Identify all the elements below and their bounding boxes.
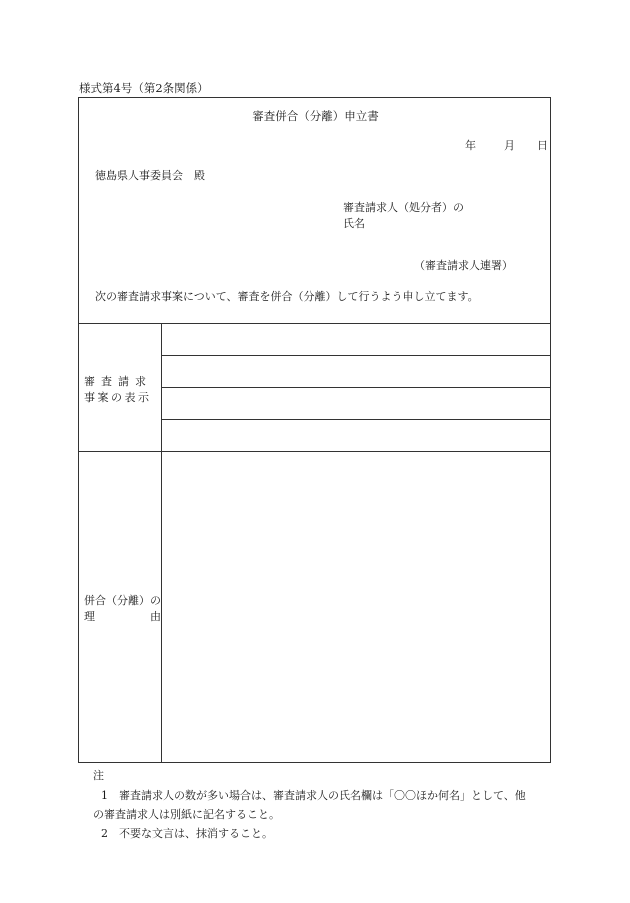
reason-label-line1: 併合（分離）の [84, 594, 161, 607]
note-1-line2: の審査請求人は別紙に記名すること。 [93, 808, 280, 821]
reason-label-line2 [84, 608, 161, 624]
reason-label-left: 理 [84, 610, 95, 623]
note-1-line1: 1 審査請求人の数が多い場合は、審査請求人の氏名欄は「〇〇ほか何名」として、他 [101, 789, 526, 802]
case-display-label-line2: 事案の表示 [84, 391, 152, 404]
claimant-name-label: 氏名 [343, 217, 365, 230]
reason-label-right: 由 [150, 610, 161, 623]
date-day-label: 日 [537, 139, 548, 152]
note-2: 2 不要な文言は、抹消すること。 [101, 827, 273, 840]
case-display-label-line1: 審査請求 [84, 375, 152, 388]
case-line-3 [161, 419, 550, 420]
claimant-label: 審査請求人（処分者）の [343, 201, 464, 214]
table-top-border [79, 323, 550, 324]
date-year-label: 年 [465, 139, 476, 152]
case-line-1 [161, 355, 550, 356]
date-month-label: 月 [504, 139, 515, 152]
application-statement: 次の審査請求事案について、審査を併合（分離）して行うよう申し立てます。 [95, 290, 479, 303]
label-column-divider [161, 323, 162, 762]
addressee: 徳島県人事委員会 殿 [95, 169, 205, 182]
section-divider [79, 451, 550, 452]
form-number: 様式第4号（第2条関係） [79, 81, 209, 95]
form-title: 審査併合（分離）申立書 [252, 109, 379, 123]
application-form [78, 97, 551, 763]
notes-heading: 注 [93, 769, 104, 782]
case-line-2 [161, 387, 550, 388]
joint-signature-note: （審査請求人連署） [414, 259, 513, 272]
